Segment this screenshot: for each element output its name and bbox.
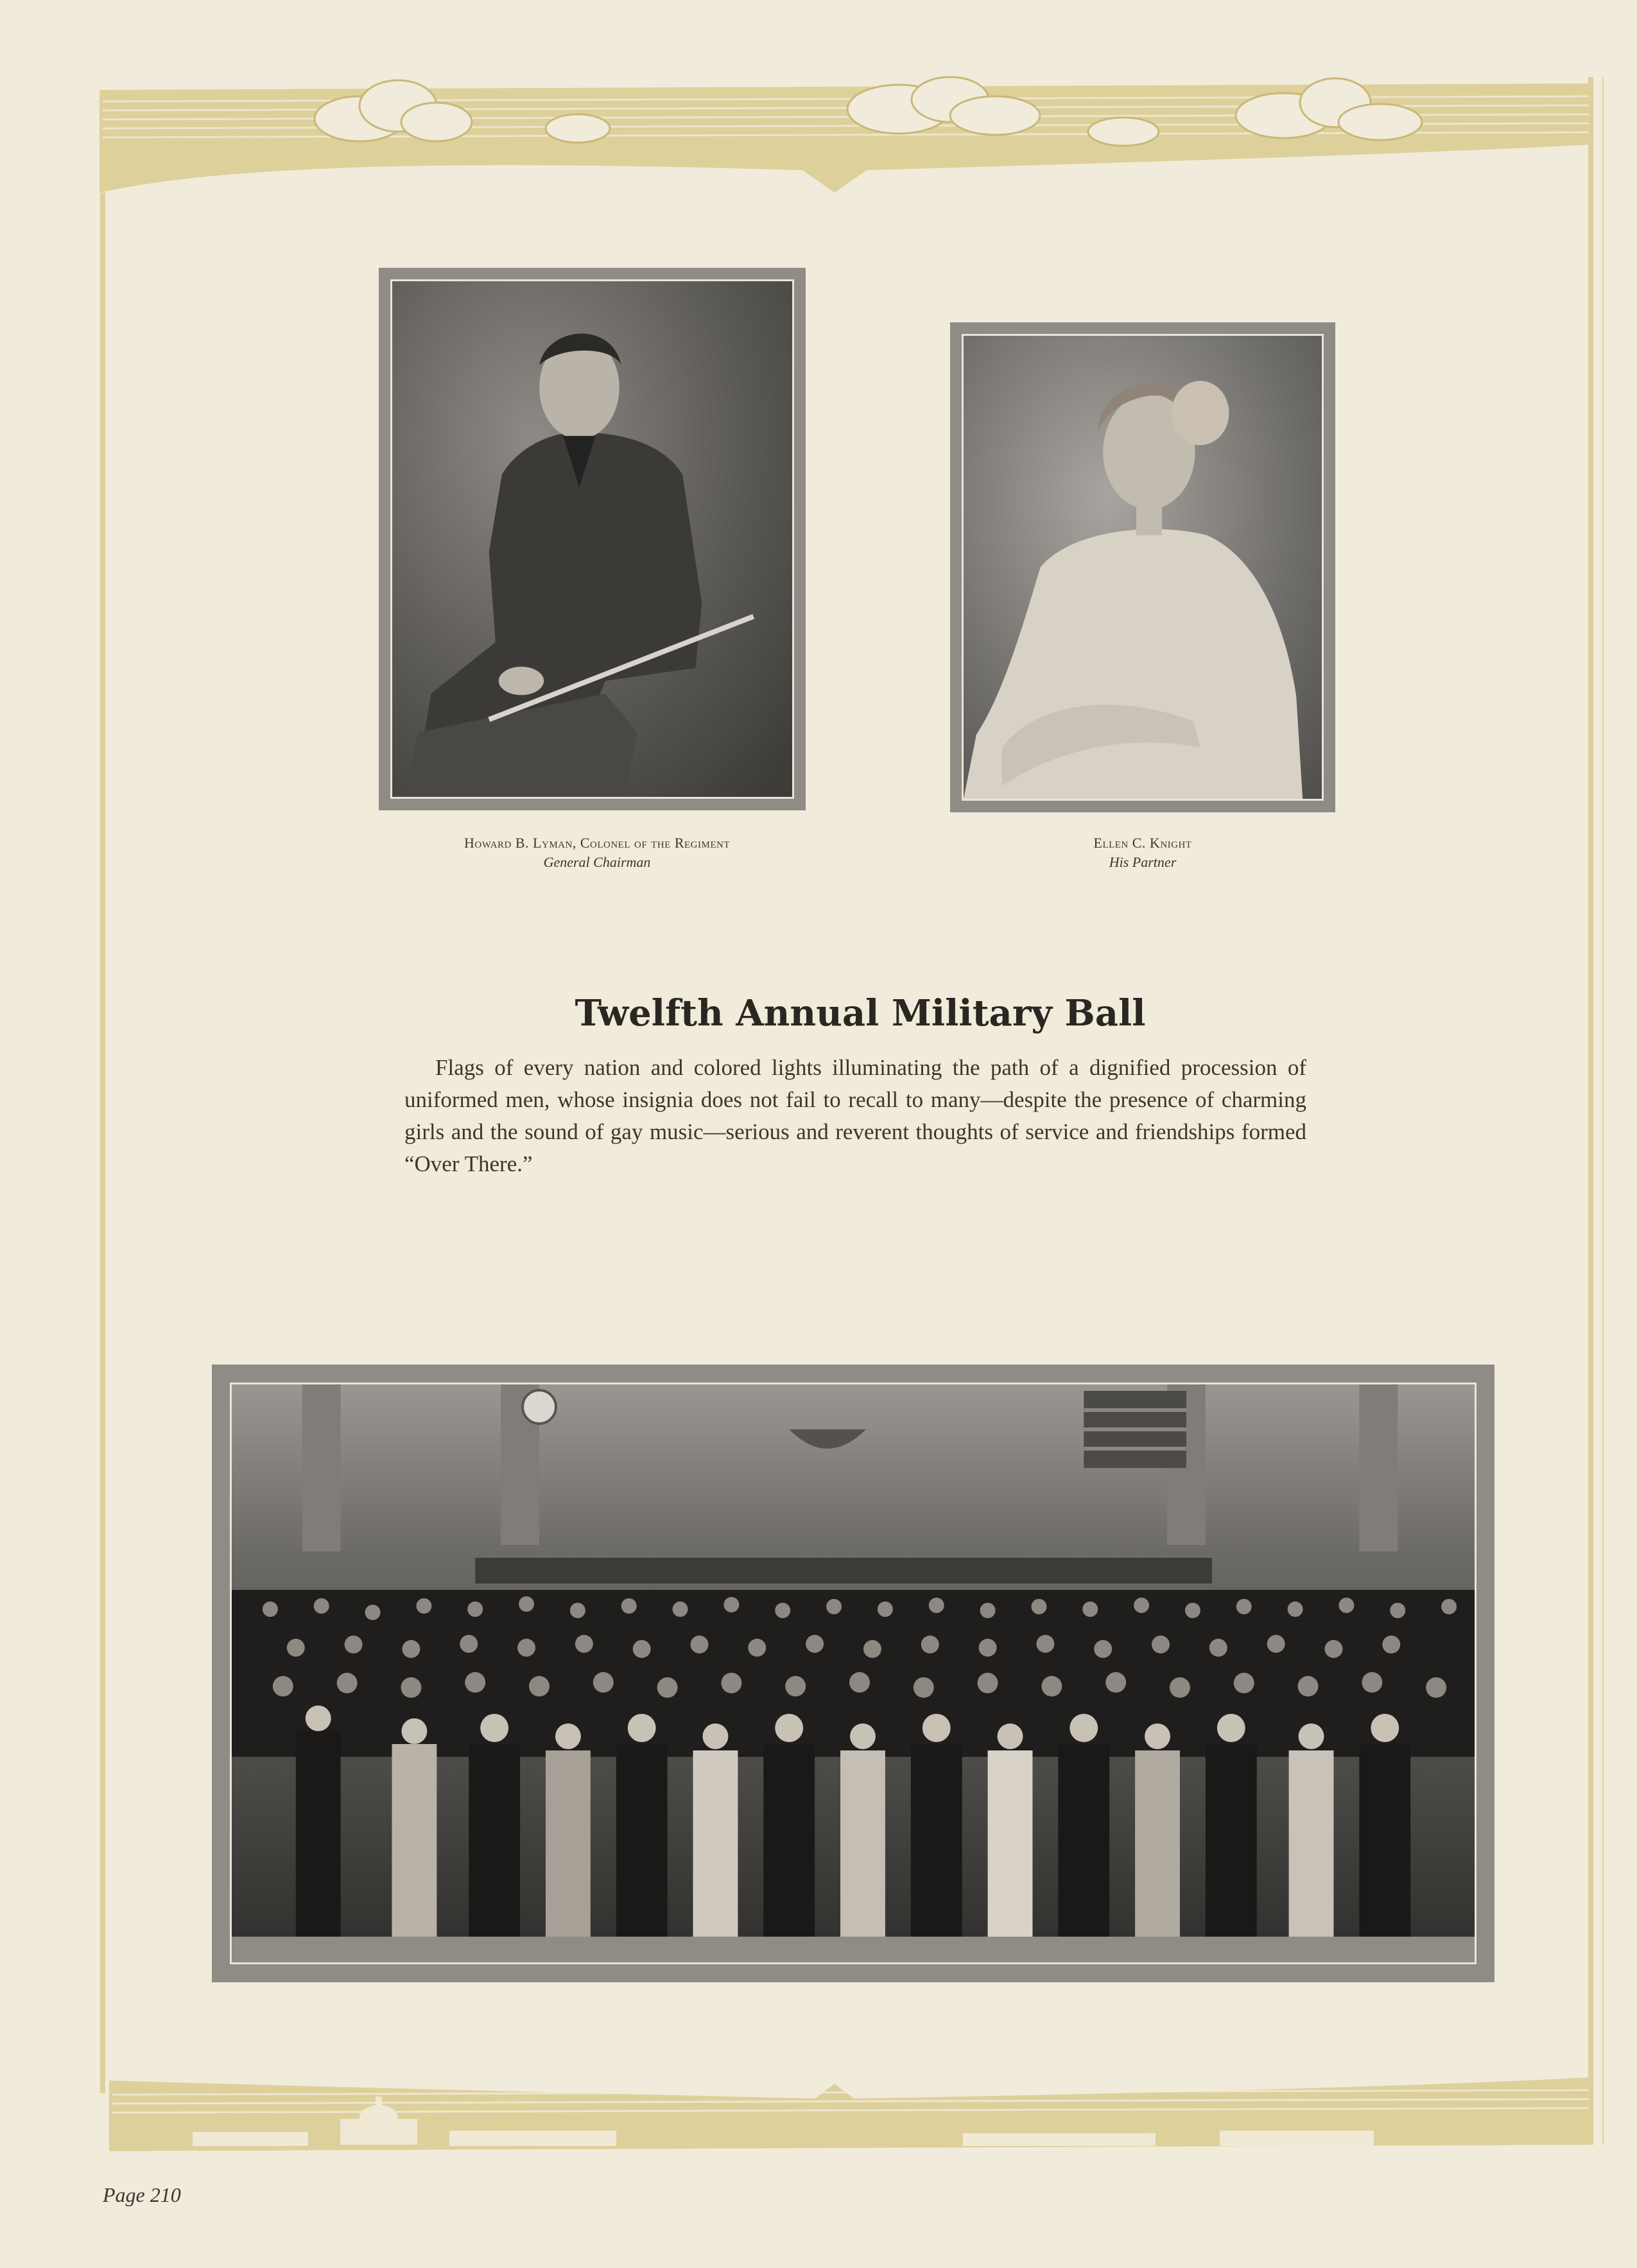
group-photo bbox=[212, 1365, 1494, 1982]
top-cloud-banner bbox=[100, 77, 1592, 193]
portrait-right-photo bbox=[950, 322, 1335, 812]
officer-portrait-image bbox=[392, 281, 792, 797]
article-title: Twelfth Annual Military Ball bbox=[575, 992, 1146, 1034]
bottom-skyline-banner bbox=[109, 2077, 1591, 2151]
ballroom-crowd-image bbox=[232, 1384, 1475, 1962]
portrait-left-role: General Chairman bbox=[543, 854, 651, 870]
article-body-paragraph: Flags of every nation and colored lights illuminating the path of a dignified procession of uniformed men, whose insignia does not fail to recall to many—despite the presence of charming girls and the sound of gay music—serious and reverent thoughts of service and friendships formed “Over There.” bbox=[404, 1055, 1306, 1176]
portrait-right-name: Ellen C. Knight bbox=[1093, 835, 1192, 851]
article-body bbox=[404, 1052, 1306, 1180]
partner-portrait-image bbox=[964, 336, 1322, 799]
page-number: Page 210 bbox=[103, 2183, 181, 2206]
portrait-right-role: His Partner bbox=[1109, 854, 1177, 870]
portrait-left-name: Howard B. Lyman, Colonel of the Regiment bbox=[464, 835, 730, 851]
portrait-left-photo bbox=[379, 268, 806, 810]
